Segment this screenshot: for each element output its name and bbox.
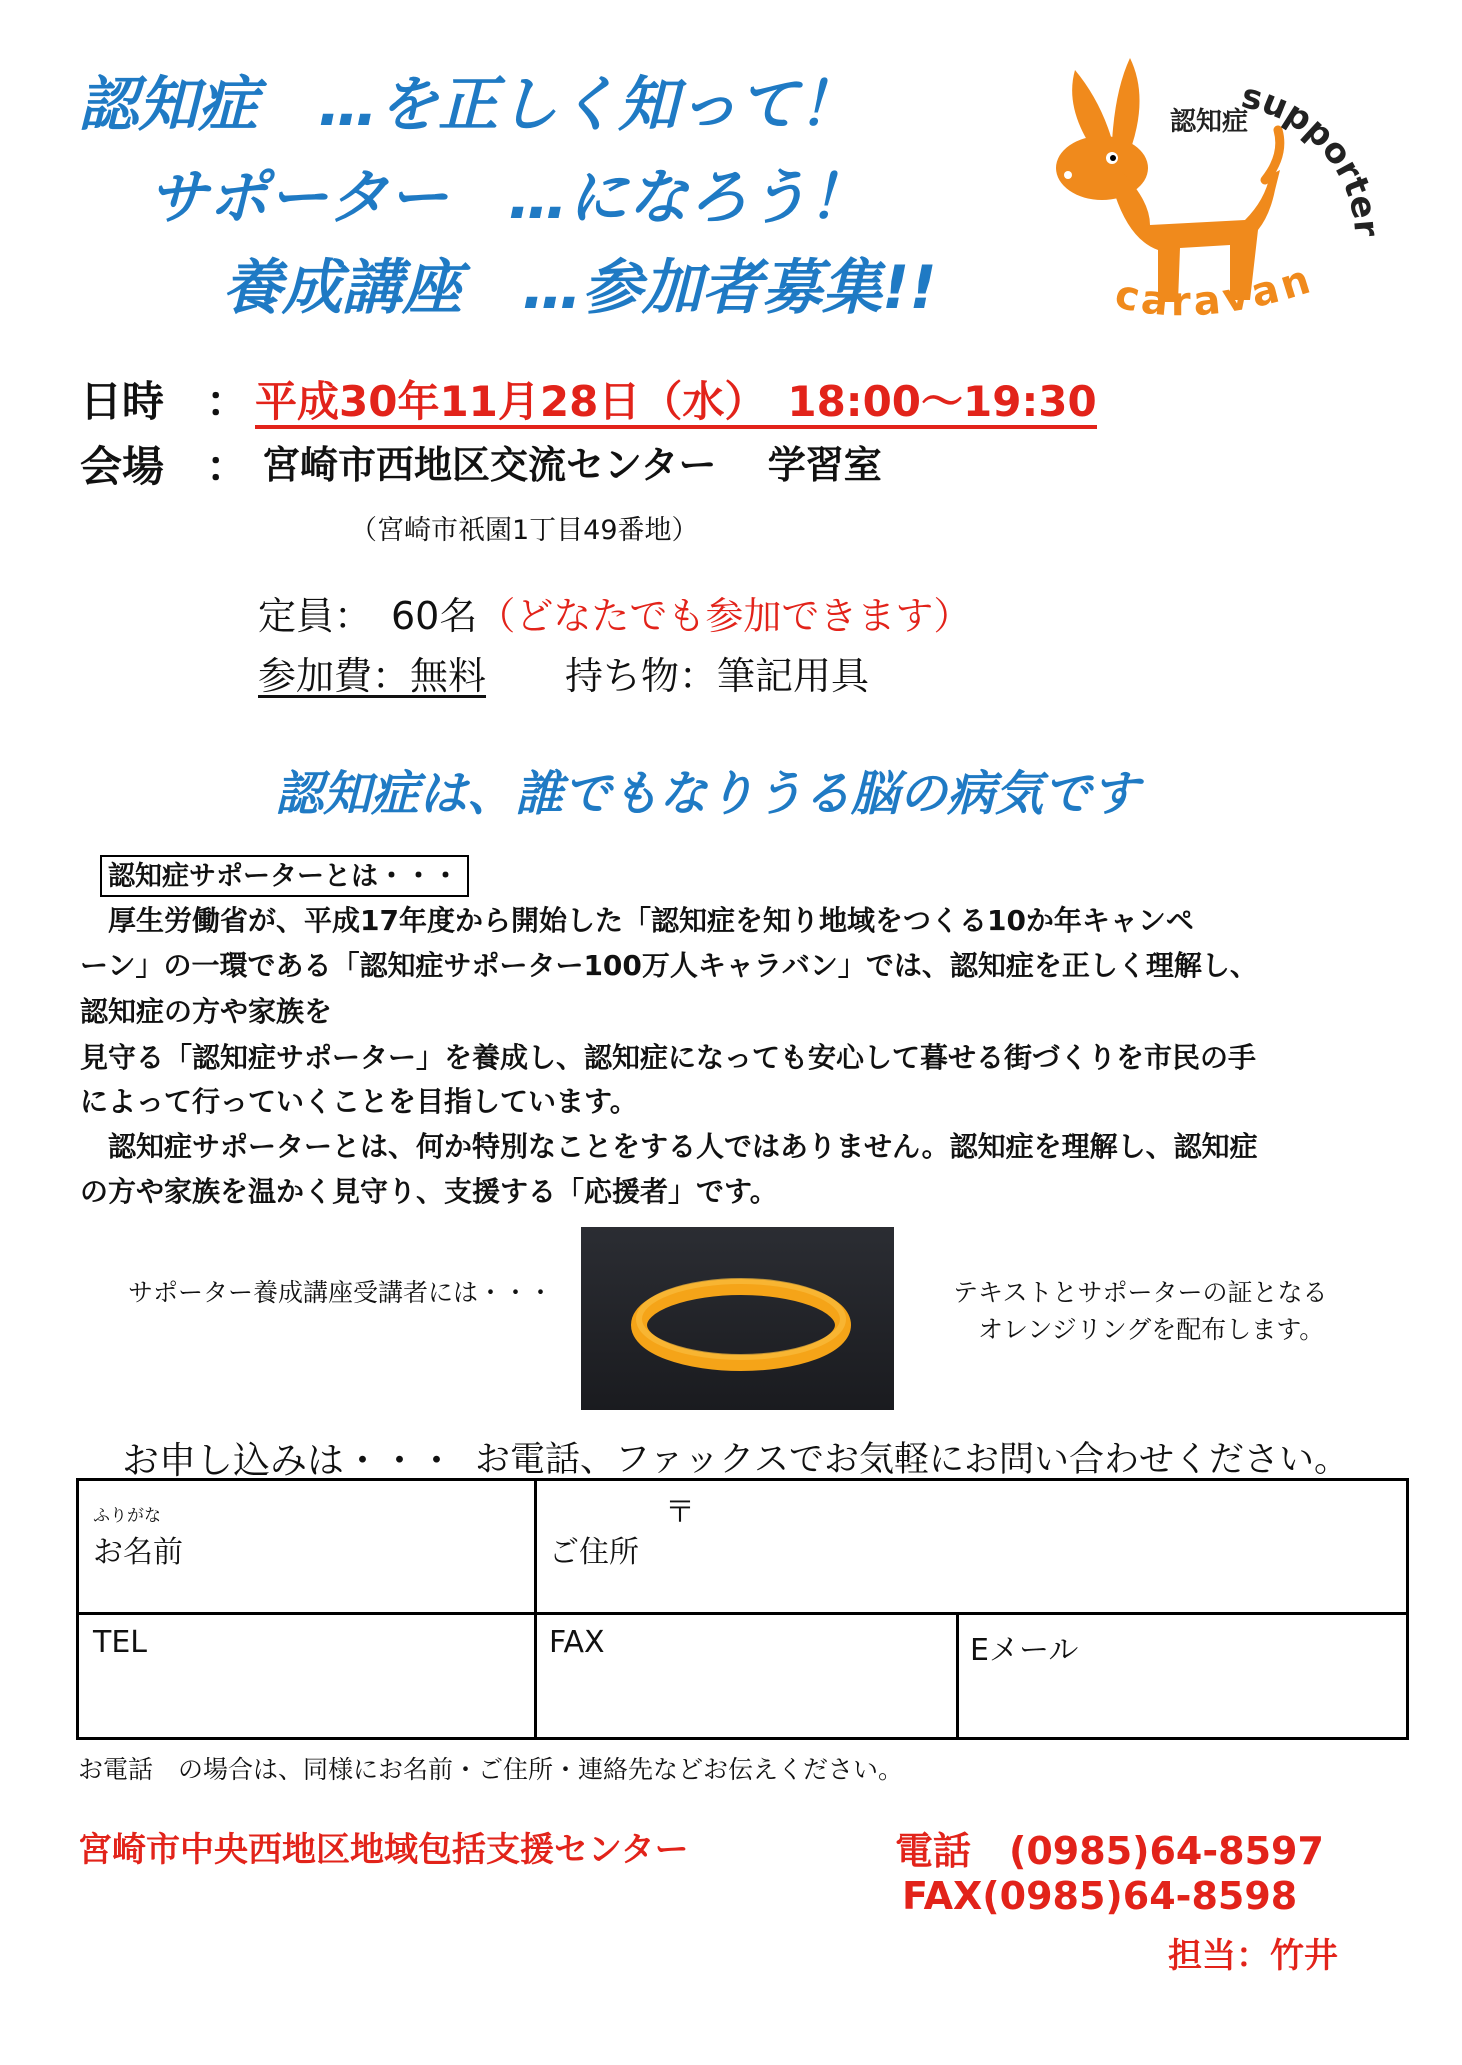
headline-line-1: 認知症 …を正しく知って！ [78,70,858,140]
svg-text:認知症: 認知症 [1170,106,1249,136]
tagline: 認知症は、誰でもなりうる脳の病気です [275,766,1140,822]
date-value: 平成30年11月28日（水） 18:00～19:30 [255,381,1097,429]
furigana-label: ふりがな [93,1506,161,1526]
postal-mark: 〒 [665,1495,695,1530]
headline-line-2: サポーター …になろう！ [148,163,868,233]
ring-left-text: サポーター養成講座受講者には・・・ [128,1278,554,1307]
email-label: Eメール [970,1633,1079,1668]
about-title: 認知症サポーターとは・・・ [100,855,469,897]
tel-label: TEL [93,1625,147,1660]
about-line-3: 認知症の方や家族を [80,995,333,1028]
supporter-caravan-logo [1030,50,1390,340]
date-label: 日時 ： [80,377,249,426]
address-label: ご住所 [549,1535,639,1570]
orange-ring-image [581,1227,894,1410]
contact-fax: FAX(0985)64-8598 [902,1874,1298,1918]
venue-value: 宮崎市西地区交流センター 学習室 [262,443,882,487]
belongings: 持ち物：筆記用具 [565,654,870,698]
donkey-logo-icon [1030,50,1390,340]
svg-text:supporter: supporter [1237,76,1387,239]
fax-label: FAX [549,1625,605,1660]
application-form [76,1478,1409,1740]
support-center-name: 宮崎市中央西地区地域包括支援センター [78,1830,689,1870]
venue-address: （宮崎市祇園1丁目49番地） [350,515,699,546]
capacity-value: 定員： 60名 [258,594,478,638]
about-line-2: ーン」の一環である「認知症サポーター100万人キャラバン」では、認知症を正しく理解し、 [80,949,1258,982]
capacity [258,585,971,640]
svg-text:caravan: caravan [1110,255,1320,326]
capacity-note: （どなたでも参加できます） [477,594,972,638]
contact-person: 担当：竹井 [1168,1936,1338,1976]
ring-right-text-1: テキストとサポーターの証となる [953,1278,1328,1307]
apply-title: お申し込みは・・・ [122,1439,455,1482]
about-line-6: 認知症サポーターとは、何か特別なことをする人ではありません。認知症を理解し、認知症 [80,1130,1258,1163]
venue-label: 会場 ： [80,442,249,491]
form-divider-h [79,1612,1406,1615]
form-divider-v1 [534,1481,537,1737]
ring-right-text-2: オレンジリングを配布します。 [978,1315,1325,1344]
about-line-7: の方や家族を温かく見守り、支援する「応援者」です。 [80,1175,778,1208]
about-line-1: 厚生労働省が、平成17年度から開始した「認知症を知り地域をつくる10か年キャンペ [80,904,1194,937]
headline-line-3: 養成講座 …参加者募集!! [222,253,937,323]
contact-tel: 電話 (0985)64-8597 [895,1829,1324,1873]
orange-ring-photo [581,1227,894,1410]
about-line-5: によって行っていくことを目指しています。 [80,1085,638,1118]
apply-detail: お電話、ファックスでお気軽にお問い合わせください。 [475,1440,1349,1480]
name-label: お名前 [93,1535,183,1570]
about-line-4: 見守る「認知症サポーター」を養成し、認知症になっても安心して暮せる街づくりを市民の手 [80,1041,1257,1074]
form-divider-v2 [956,1612,959,1737]
fee: 参加費：無料 [258,654,487,698]
phone-note: お電話 の場合は、同様にお名前・ご住所・連絡先などお伝えください。 [78,1755,904,1784]
